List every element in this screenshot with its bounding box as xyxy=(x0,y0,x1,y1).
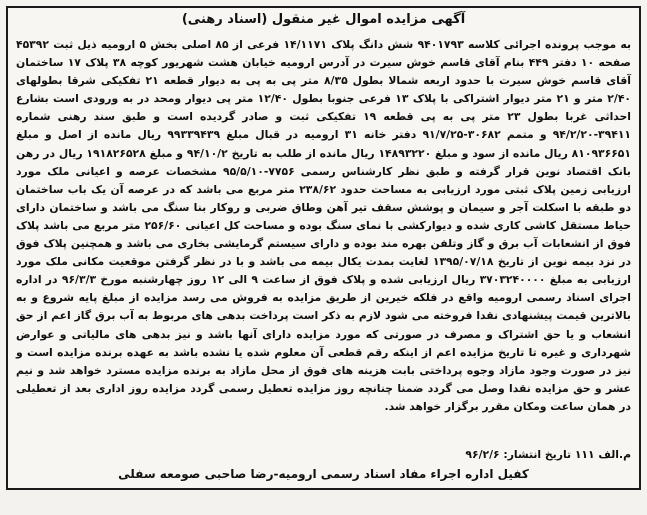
publication-date: م.الف ۱۱۱ تاریخ انتشار: ۹۶/۲/۶ xyxy=(465,448,631,461)
page-background-strip xyxy=(0,490,647,515)
notice-title: آگهی مزایده اموال غیر منقول (اسناد رهنی) xyxy=(181,12,466,27)
notice-body: به موجب پرونده اجرائی کلاسه ۹۴۰۱۷۹۳ شش دانگ پلاک ۱۴/۱۱۷۱ فرعی از ۸۵ اصلی بخش ۵ ارومیه ذیل ثبت ۴۵۳۹۲ صفحه ۱۰ دفتر ۴۴۹ بنام آقای قاسم خوش سیرت در آدرس ارومیه خیابان هشت شهریور کوچه ۳۸ پلاک ۱۷ ساختمان آقای قاسم خوش سیرت با حدود اربعه شمالا بطول ۸/۳۵ متر پی به پی به دیوار قطعه ۲۱ تفکیکی شرقا بطولهای ۲/۴۰ متر و ۲۱ متر دیوار اشتراکی با پلاک ۱۳ فرعی جنوبا بطول ۱۲/۴۰ متر پی دیوار ومحد در به ورودی است بشارع احداثی غربا بطول ۲۳ متر پی به پی قطعه ۱۹ تفکیکی ثبت و صادر گردیده است و طبق سند رهنی شماره ۳۹۴۱۱-۹۴/۲/۲۰ و متمم ۳۰۶۸۲-۹۱/۷/۲۵ دفتر خانه ۳۱ ارومیه در قبال مبلغ ۹۹۳۳۹۴۳۹ ریال مانده از اصل و مبلغ ۸۱۰۹۳۶۶۵۱ ریال مانده از سود و مبلغ ۱۴۸۹۳۲۲۰ ریال مانده از طلب به تاریخ ۹۴/۱۰/۲ و مبلغ ۱۹۱۸۲۶۵۲۸ ریال در رهن بانک اقتصاد نوین قرار گرفته و طبق نظر کارشناس رسمی ۷۷۵۶-۹۵/۵/۱۰ مشخصات عرصه و اعیانی ملک مورد ارزیابی زمین پلاک ثبتی مورد ارزیابی به مساحت حدود ۲۳۸/۶۲ متر مربع می باشد که در عرصه آن یک باب ساختمان دو طبقه با اسکلت آجر و سیمان و پوشش سقف تیر آهن وطاق ضربی و روکار بنا سنگ می باشد و ساختمان دارای حیاط مستقل کاشی کاری شده و دیوارکشی با نمای سنگ بوده و مساحت کل اعیانی ۲۵۶/۶۰ متر مربع می باشد پلاک فوق از انشعابات آب برق و گاز وتلفن بهره مند بوده و دارای سیستم گرمایشی بخاری می باشد و همچنین پلاک فوق در نزد بیمه نوین از تاریخ ۱۳۹۵/۰۷/۱۸ لغایت بمدت یکال بیمه می باشد و با در نظر گرفتن موقعیت مکانی ملک مورد ارزیابی به مبلغ ۳۷۰۳۲۴۰۰۰۰ ریال ارزیابی شده و پلاک فوق از ساعت ۹ الی ۱۲ روز چهارشنبه مورخ ۹۶/۳/۳ در اداره اجرای اسناد رسمی ارومیه واقع در فلکه خیرین از طریق مزایده به فروش می رسد مزایده از مبلغ پایه شروع و به بالاترین قیمت پیشنهادی نقدا فروخته می شود لازم به ذکر است پرداخت بدهی های مربوط به آب برق گاز اعم از حق انشعاب و یا حق اشتراک و مصرف در صورتی که مورد مزایده دارای آنها باشد و نیز بدهی های مالیاتی و عوارض شهرداری و غیره تا تاریخ مزایده اعم از اینکه رقم قطعی آن معلوم شده یا نشده باشد به عهده برنده مزایده است و نیز در صورت وجود مازاد وجوه پرداختی بابت هزینه های فوق از محل مازاد به برنده مزایده مسترد خواهد شد و نیم عشر و حق مزایده نقدا وصل می گردد ضمنا چنانچه روز مزایده تعطیل رسمی گردد مزایده روز اداری بعد از تعطیلی در همان ساعت ومکان مقرر برگزار خواهد شد. xyxy=(16,38,632,413)
notice-frame xyxy=(6,6,641,490)
notice-signature: کفیل اداره اجراء مفاد اسناد رسمی ارومیه-رضا صاحبی صومعه سفلی xyxy=(118,467,529,481)
